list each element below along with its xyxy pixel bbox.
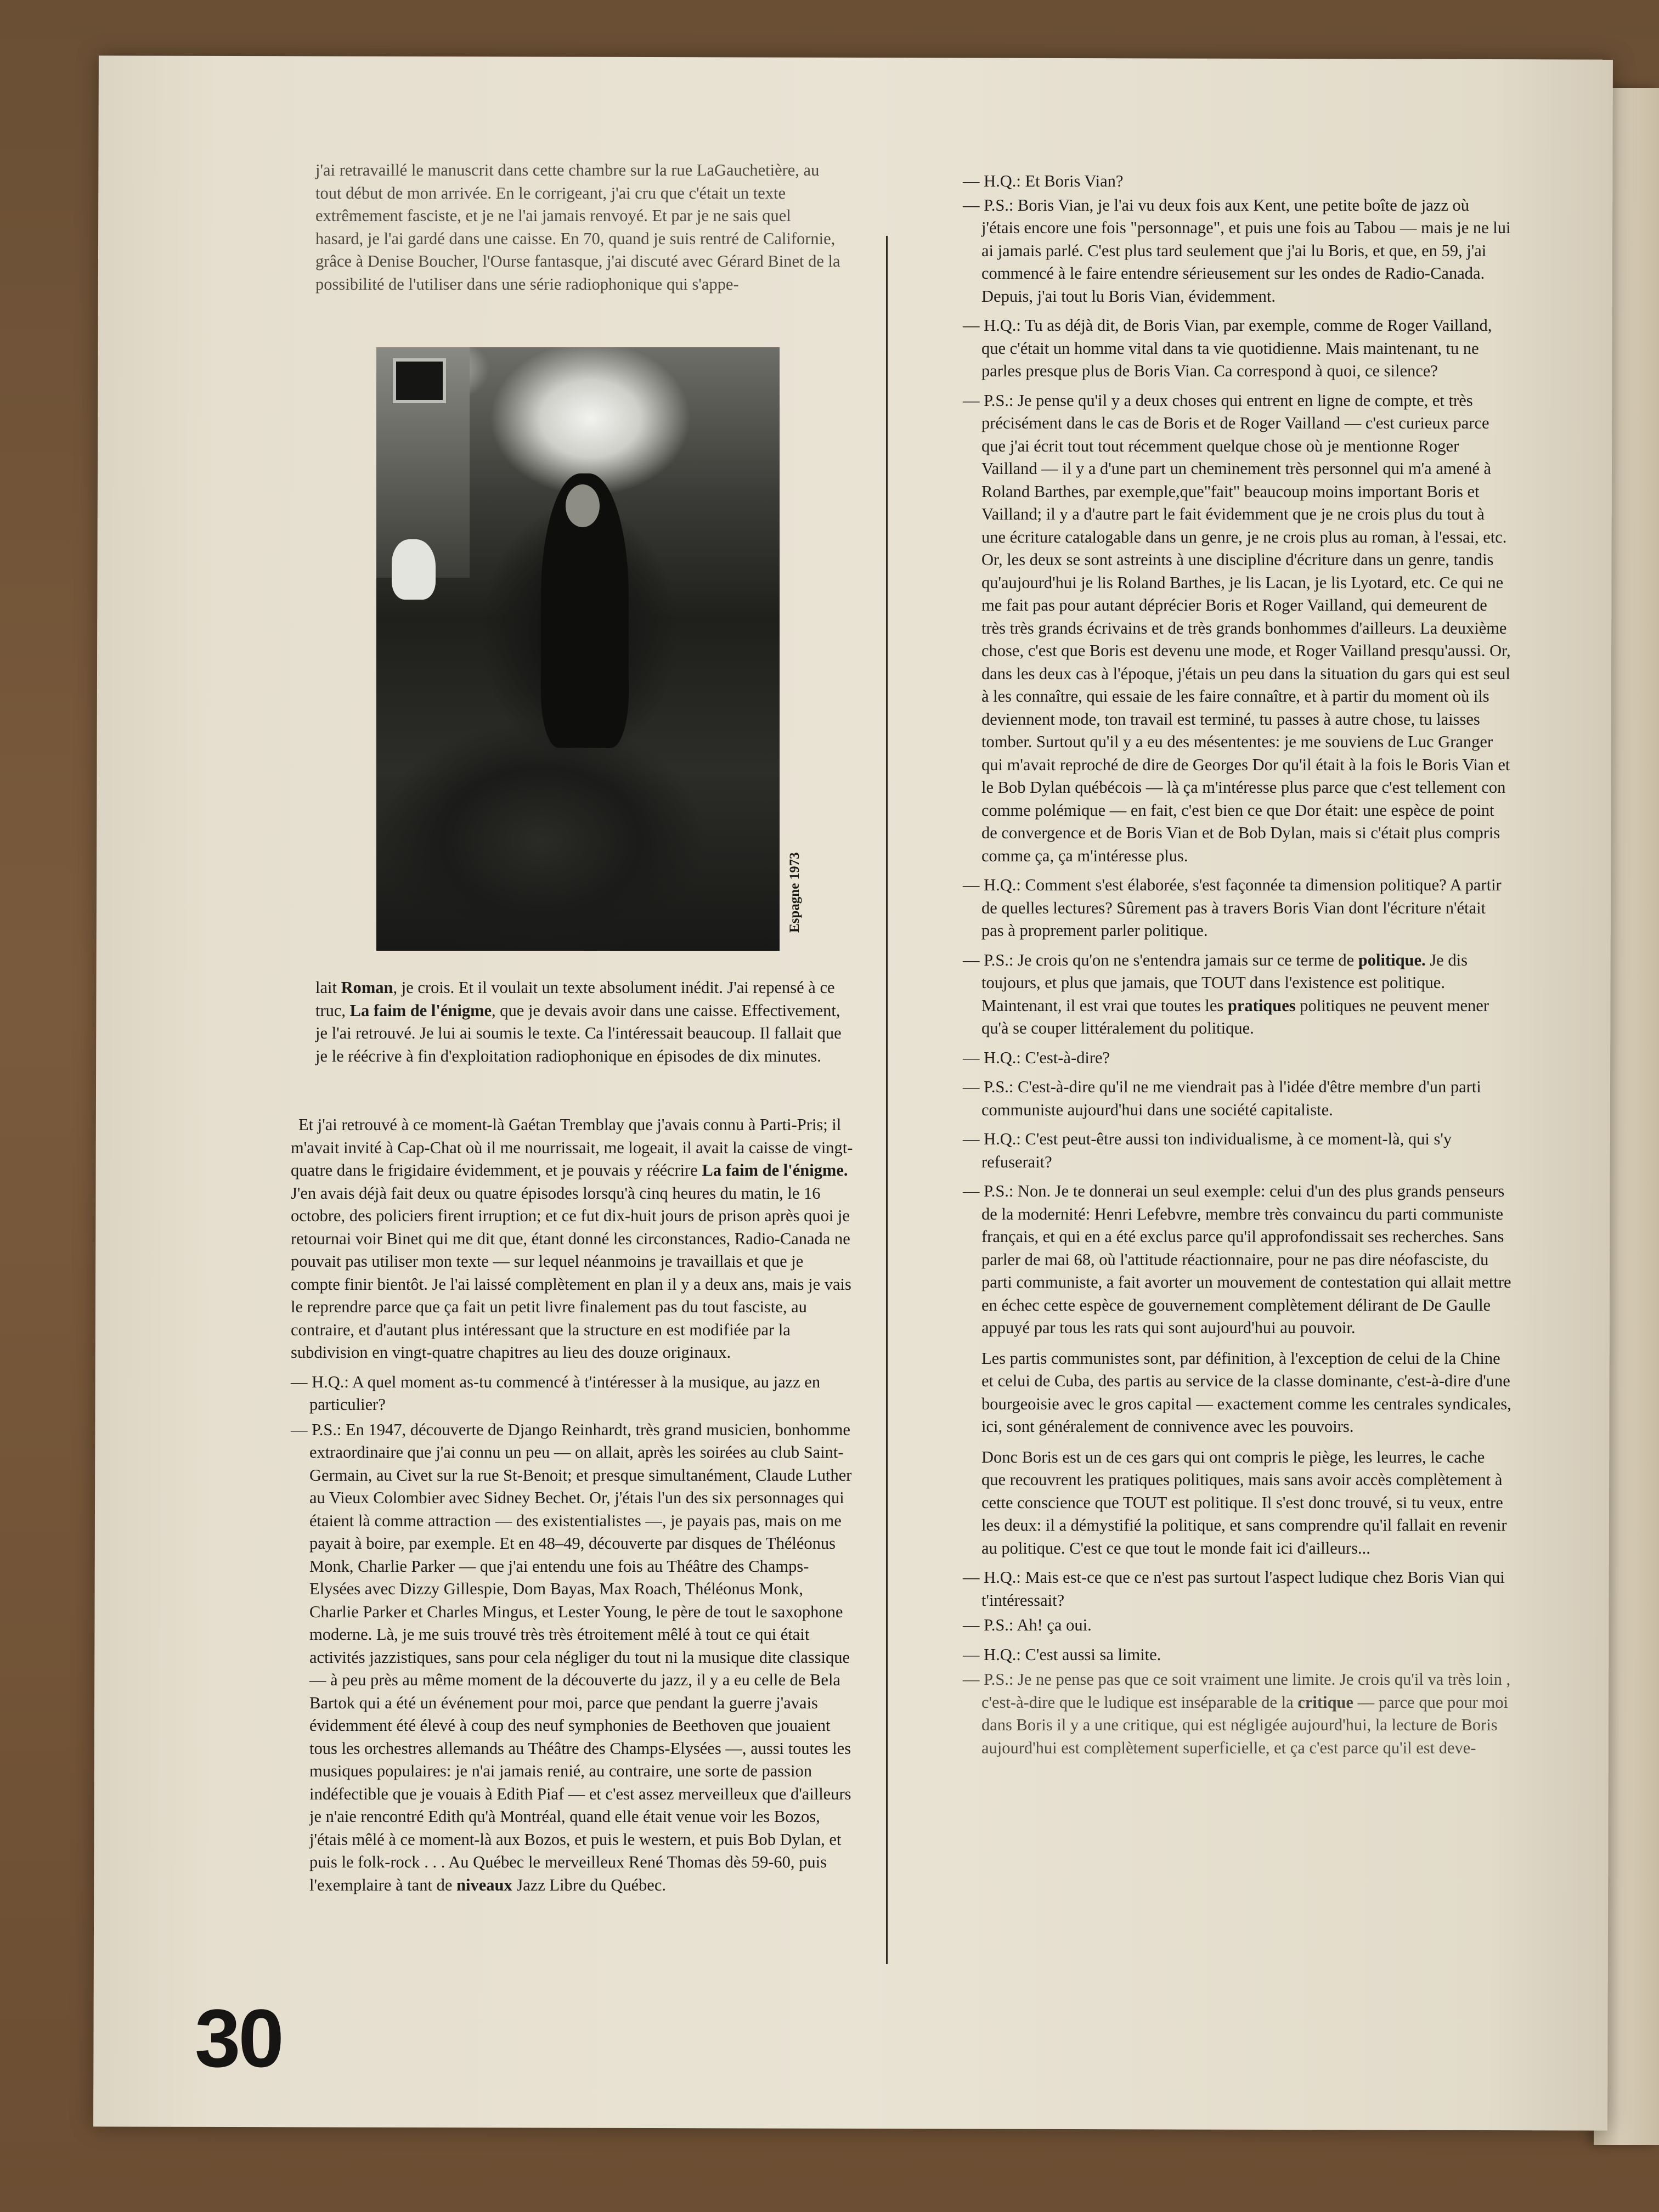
question-cest-a-dire: — H.Q.: C'est-à-dire? [963, 1048, 1110, 1067]
photo-face [566, 484, 600, 527]
question-individualism: — H.Q.: C'est peut-être aussi ton individualisme, à ce moment-là, qui s'y refuserait? [963, 1130, 1452, 1171]
question-boris-vian: — H.Q.: Et Boris Vian? [963, 172, 1124, 190]
question-vital: — H.Q.: Tu as déjà dit, de Boris Vian, par exemple, comme de Roger Vailland, que c'était un homme vital dans ta vie quotidienne. Mais maintenant, tu ne parles presque plus de Boris Vian. Ca correspond à quoi, ce silence? [963, 316, 1492, 380]
answer-lefebvre: — P.S.: Non. Je te donnerai un seul exemple: celui d'un des plus grands penseurs de la modernité: Henri Lefebvre, membre très convaincu du parti communiste français, et qui en a été exclus parce qu'il approfondissait ses recherches. Sans parler de mai 68, où l'attitude réactionnaire, pour ne pas dire néofasciste, du parti communiste, a fait avorter un mouvement de contestation qui allait mettre en échec cette espèce de gouvernement complètement délirant de De Gaulle appuyé par tous les rats qui sont aujourd'hui au pouvoir. [963, 1182, 1511, 1337]
answer-ah-oui: — P.S.: Ah! ça oui. [963, 1616, 1092, 1634]
paragraph-manuscript: j'ai retravaillé le manuscrit dans cette chambre sur la rue LaGauchetière, au tout début de mon arrivée. En le corrigeant, j'ai cru que c'était un texte extrêmement fasciste, et je ne l'ai jamais renvoyé. Et par je ne sais quel hasard, je l'ai gardé dans une caisse. En 70, quand je suis rentré de Californie, grâce à Denise Boucher, l'Ourse fantasque, j'ai discuté avec Gérard Binet de la possibilité de l'utiliser dans une série radiophonique qui s'appe- [315, 161, 840, 294]
paragraph-roman: lait Roman, je crois. Et il voulait un texte absolument inédit. J'ai repensé à ce truc, La faim de l'énigme, que je devais avoir dans une caisse. Effectivement, je l'ai retrouvé. Je lui ai soumis le texte. Ca l'intéressait beaucoup. Il fallait que je le réécrive à fin d'exploitation radiophonique en épisodes de dix minutes. [315, 978, 842, 1065]
answer-jazz: — P.S.: En 1947, découverte de Django Reinhardt, très grand musicien, bonhomme extraordinaire que j'ai connu un peu — on allait, après les soirées au club Saint-Germain, au Civet sur la rue St-Benoit; et presque simultanément, Claude Luther au Vieux Colombier avec Sidney Bechet. Or, j'étais l'un des six personnages qui étaient là comme attraction — des existentialistes —, je payais pas, mais on me payait à boire, par exemple. Et en 48–49, découverte par disques de Théléonus Monk, Charlie Parker — que j'ai entendu une fois au Théâtre des Champs-Elysées avec Dizzy Gillespie, Dom Bayas, Max Roach, Théléonus Monk, Charlie Parker et Charles Mingus, et Lester Young, le père de tout le saxophone moderne. Là, je me suis trouvé très très étroitement mêlé à tout ce qui était activités jazzistiques, sans pour cela négliger du tout ni la musique dite classique — à peu près au même moment de la découverte du jazz, il y a eu celle de Bela Bartok qui a été un événement pour moi, parce que pendant la guerre j'avais évidemment été élevé à coup des neuf symphonies de Beethoven que jouaient tous les orchestres allemands au Théâtre des Champs-Elysées —, aussi toutes les musiques populaires: je n'ai jamais renié, au contraire, une sorte de passion indéfectible que je vouais à Edith Piaf — et c'est assez merveilleux que d'ailleurs je n'aie rencontré Edith qu'à Montréal, quand elle était venue voir les Bozos, j'étais mêlé à ce moment-là aux Bozos, et puis le western, et puis Bob Dylan, et puis le folk-rock . . . Au Québec le merveilleux René Thomas dès 59-60, puis l'exemplaire à tant de niveaux Jazz Libre du Québec. [291, 1420, 852, 1894]
question-limite: — H.Q.: C'est aussi sa limite. [963, 1645, 1161, 1664]
left-column-bottom-text [291, 1114, 853, 1897]
right-column-text [963, 170, 1511, 1759]
photo-dog [392, 539, 436, 600]
answer-boris-vian: — P.S.: Boris Vian, je l'ai vu deux fois aux Kent, une petite boîte de jazz où j'étais encore une fois "personnage", et puis une fois au Tabou — mais je ne lui ai jamais parlé. C'est plus tard seulement que j'ai lu Boris, et que, en 59, j'ai commencé à le faire entendre sérieusement sur les ondes de Radio-Canada. Depuis, j'ai tout lu Boris Vian, évidemment. [963, 195, 1511, 306]
photo-caption: Espagne 1973 [787, 852, 802, 933]
left-column-mid-text [315, 977, 842, 1068]
paragraph-tremblay: Et j'ai retrouvé à ce moment-là Gaétan Tremblay que j'avais connu à Parti-Pris; il m'avait invité à Cap-Chat où il me nourrissait, me logeait, il avait la caisse de vingt-quatre dans le frigidaire évidemment, et je pouvais y réécrire La faim de l'énigme. J'en avais déjà fait deux ou quatre épisodes lorsqu'à cinq heures du matin, le 16 octobre, des policiers firent irruption; et ce fut dix-huit jours de prison après quoi je retournai voir Binet qui me dit que, étant donné les circonstances, Radio-Canada ne pouvait pas utiliser mon texte — sur lequel néanmoins je travaillais et que je compte finir bientôt. Je l'ai laissé complètement en plan il y a deux ans, mais je vais le reprendre parce que ça fait un petit livre finalement pas du tout fasciste, au contraire, et d'autant plus intéressant que la structure en est modifiée par la subdivision en vingt-quatre chapitres au lieu des douze originaux. [291, 1115, 853, 1362]
answer-cest-a-dire: — P.S.: C'est-à-dire qu'il ne me viendrait pas à l'idée d'être membre d'un parti communiste aujourd'hui dans une société capitaliste. [963, 1077, 1481, 1119]
photo-window [393, 358, 446, 403]
answer-limite: — P.S.: Je ne pense pas que ce soit vraiment une limite. Je crois qu'il va très loin , c'est-à-dire que le ludique est inséparable de la critique — parce que pour moi dans Boris il y a une critique, qui est négligée aujourd'hui, la lecture de Boris aujourd'hui est complètement superficielle, et ça c'est parce qu'il est deve- [963, 1670, 1511, 1757]
question-ludique: — H.Q.: Mais est-ce que ce n'est pas surtout l'aspect ludique chez Boris Vian qui t'intéressait? [963, 1568, 1505, 1610]
column-divider [886, 236, 888, 1964]
question-political: — H.Q.: Comment s'est élaborée, s'est façonnée ta dimension politique? A partir de quelles lectures? Sûrement pas à travers Boris Vian dont l'écriture n'était pas à proprement parler politique. [963, 876, 1502, 940]
answer-political: — P.S.: Je crois qu'on ne s'entendra jamais sur ce terme de politique. Je dis toujours, et plus que jamais, que TOUT dans l'existence est politique. Maintenant, il est vrai que toutes les pratiques politiques ne peuvent mener qu'à se couper littéralement du politique. [963, 950, 1489, 1037]
photo-man-drinking-in-garden [376, 347, 780, 951]
answer-two-things: — P.S.: Je pense qu'il y a deux choses qui entrent en ligne de compte, et très précisément dans le cas de Boris et de Roger Vailland — c'est curieux parce que j'ai écrit tout tout récemment quelque chose où je mentionne Roger Vailland — il y a d'une part un cheminement très personnel qui m'a amené à Roland Barthes, par exemple,que"fait" beaucoup moins important Boris et Vailland; il y a d'autre part le fait évidemment que je ne crois plus du tout à une écriture catalogable dans un genre, je ne crois plus au roman, à l'essai, etc. Or, les deux se sont astreints à une discipline d'écriture dans un genre, tandis qu'aujourd'hui je lis Roland Barthes, je lis Lacan, je lis Lyotard, etc. Ce qui ne me fait pas pour autant déprécier Boris et Roger Vailland, qui demeurent de très très grands écrivains et de très grands bonhommes d'ailleurs. La deuxième chose, c'est que Boris est devenu une mode, et Roger Vailland presqu'aussi. Or, dans les deux cas à l'époque, j'étais un peu dans la situation du gars qui est seul à les connaître, qui essaie de les faire connaître, et à partir du moment où ils deviennent mode, ton travail est terminé, tu passes à autre chose, tu laisses tomber. Surtout qu'il y a eu des mésententes: je me souviens de Luc Granger qui m'avait reproché de dire de Georges Dor qu'il était à la fois le Boris Vian et le Bob Dylan québécois — là ça m'intéresse plus parce que c'est tellement con comme polémique — en fait, c'est bien ce que Dor était: une espèce de point de convergence et de Boris Vian et de Bob Dylan, mais si c'était plus compris comme ça, ça m'intéresse plus. [963, 391, 1511, 865]
paragraph-communist-parties: Les partis communistes sont, par définition, à l'exception de celui de la Chine et celui de Cuba, des partis au service de la classe dominante, c'est-à-dire d'une bourgeoisie avec le gros capital — exactement comme les centrales syndicales, ici, sont généralement de connivence avec les pouvoirs. [981, 1348, 1511, 1436]
left-column-top-text [315, 159, 842, 296]
page-number: 30 [195, 1992, 282, 2084]
paragraph-boris-trap: Donc Boris est un de ces gars qui ont compris le piège, les leurres, le cache que recouvrent les pratiques politiques, mais sans avoir accès complètement à cette conscience que TOUT est politique. Il s'est donc trouvé, si tu veux, entre les deux: il a démystifié la politique, et sans comprendre qu'il fallait en revenir au politique. C'est ce que tout le monde fait ici d'ailleurs... [981, 1447, 1507, 1558]
question-jazz: — H.Q.: A quel moment as-tu commencé à t'intéresser à la musique, au jazz en particulier? [291, 1372, 821, 1414]
